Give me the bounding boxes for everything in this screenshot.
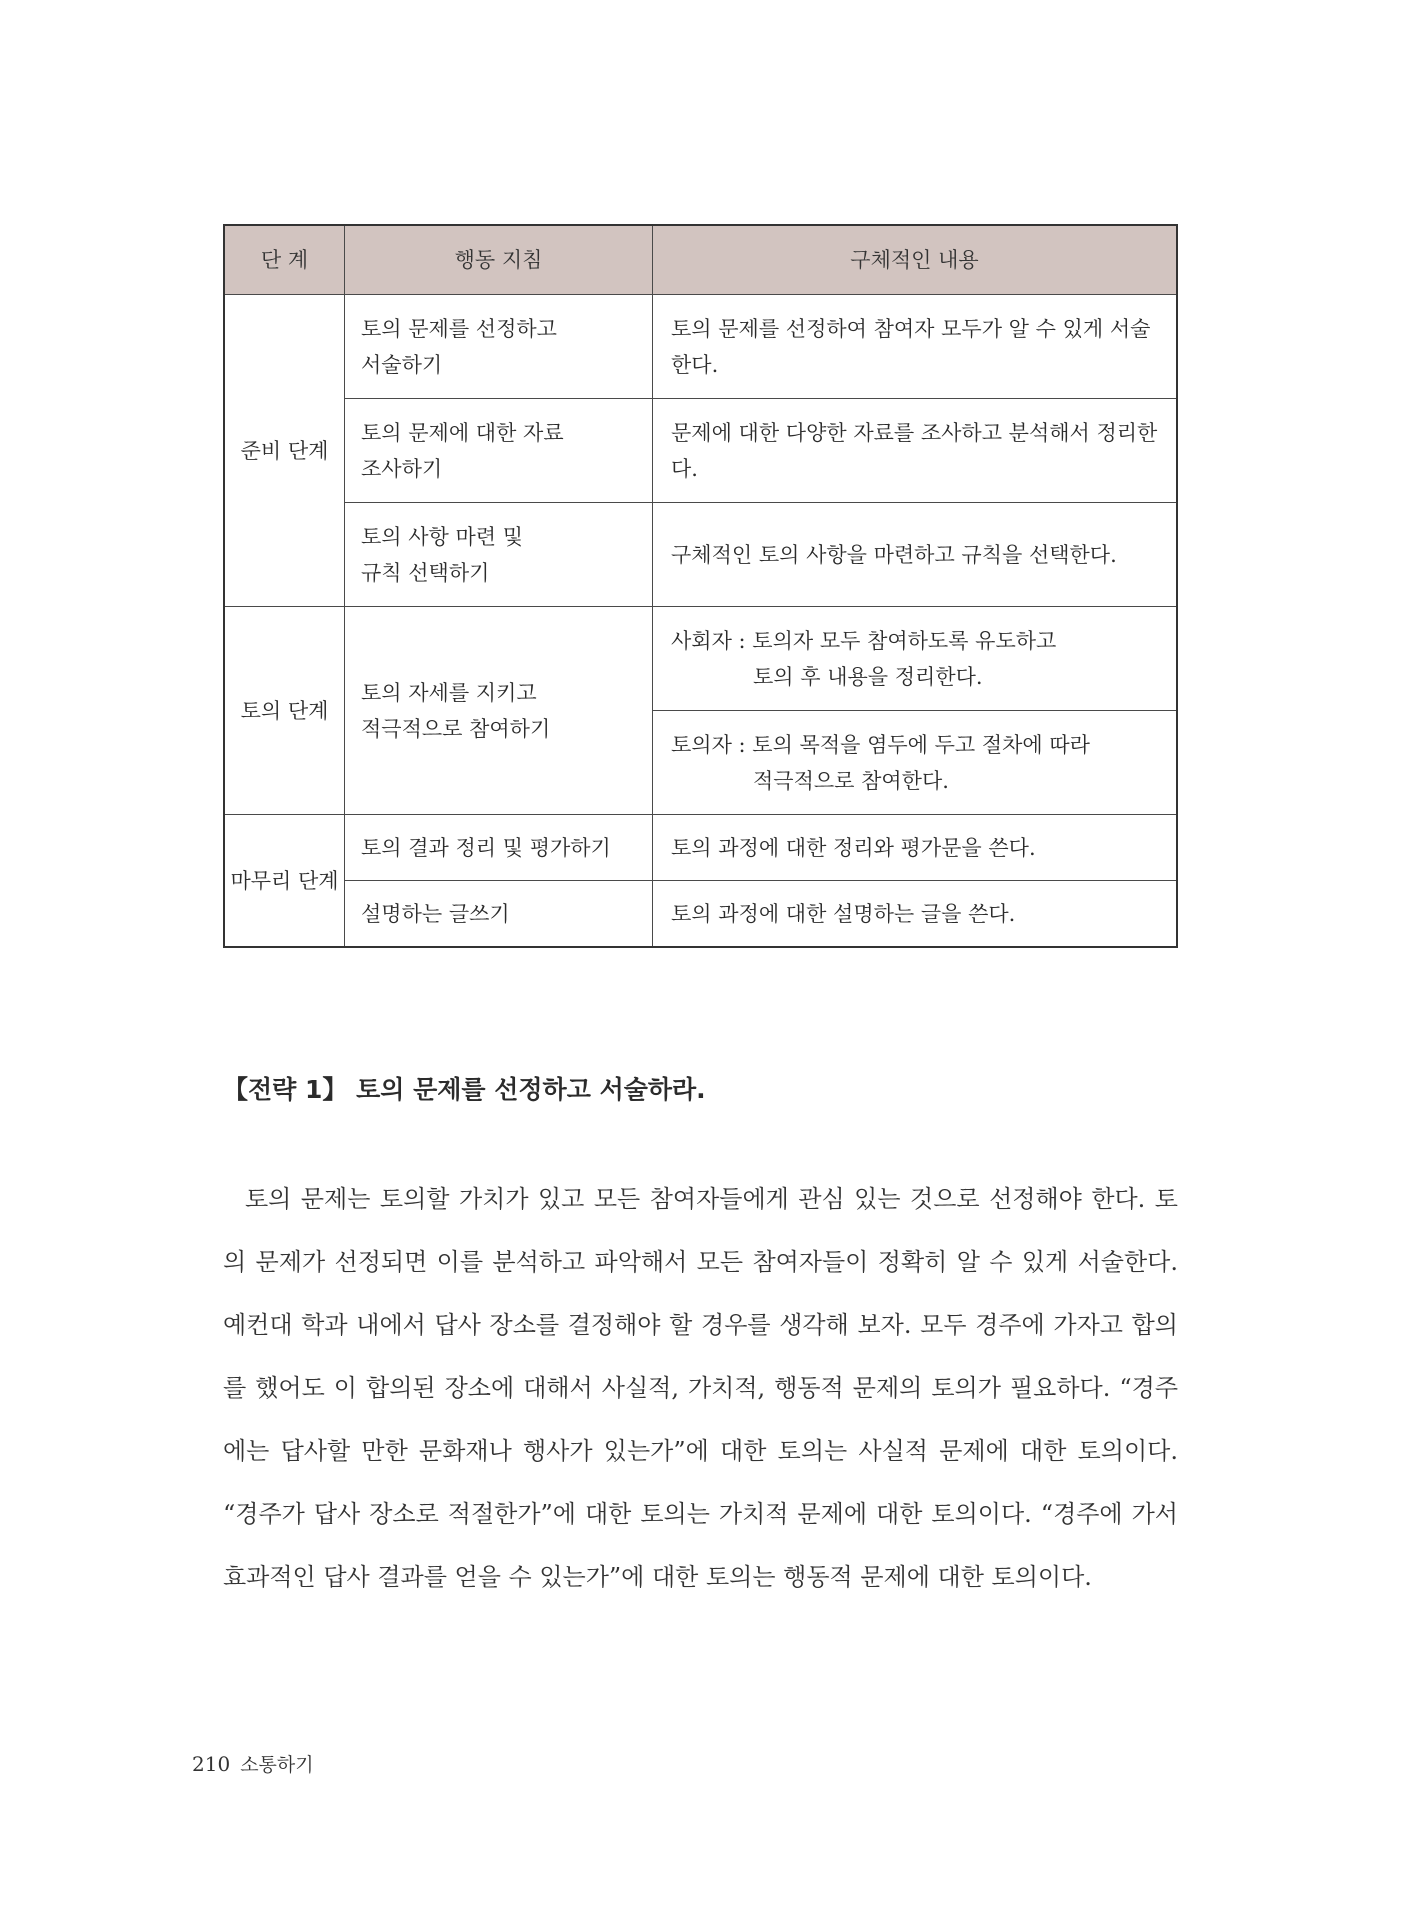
guide-cell: 토의 결과 정리 및 평가하기	[345, 815, 653, 881]
content-cell-moderator	[653, 607, 1178, 711]
header-content: 구체적인 내용	[653, 225, 1178, 295]
guide-cell	[345, 607, 653, 815]
guide-line: 토의 문제에 대한 자료	[361, 420, 564, 445]
stage-closing: 마무리 단계	[224, 815, 345, 948]
content-line: 적극적으로 참여한다.	[753, 768, 949, 793]
table-row	[224, 881, 1177, 948]
section-heading: 【전략 1】 토의 문제를 선정하고 서술하라.	[223, 1075, 706, 1104]
content-cell: 문제에 대한 다양한 자료를 조사하고 분석해서 정리한다.	[653, 399, 1178, 503]
stage-discussion: 토의 단계	[224, 607, 345, 815]
table-row	[224, 607, 1177, 711]
guide-line: 토의 자세를 지키고	[361, 680, 537, 705]
table-row	[224, 295, 1177, 399]
header-guide: 행동 지침	[345, 225, 653, 295]
guide-line: 서술하기	[361, 352, 443, 377]
content-line: 토의 후 내용을 정리한다.	[753, 664, 983, 689]
page-number: 210	[192, 1752, 231, 1776]
table-header-row	[224, 225, 1177, 295]
guide-cell: 설명하는 글쓰기	[345, 881, 653, 948]
book-title: 소통하기	[240, 1754, 314, 1776]
content-line: 토의자 : 토의 목적을 염두에 두고 절차에 따라	[671, 732, 1090, 757]
guide-line: 규칙 선택하기	[361, 560, 490, 585]
guide-cell	[345, 399, 653, 503]
body-paragraph: 토의 문제는 토의할 가치가 있고 모든 참여자들에게 관심 있는 것으로 선정해야 한다. 토의 문제가 선정되면 이를 분석하고 파악해서 모든 참여자들이 정확히 알 수 있게 서술한다. 예컨대 학과 내에서 답사 장소를 결정해야 할 경우를 생각해 보자. 모두 경주에 가자고 합의를 했어도 이 합의된 장소에 대해서 사실적, 가치적, 행동적 문제의 토의가 필요하다. “경주에는 답사할 만한 문화재나 행사가 있는가”에 대한 토의는 사실적 문제에 대한 토의이다. “경주가 답사 장소로 적절한가”에 대한 토의는 가치적 문제에 대한 토의이다. “경주에 가서 효과적인 답사 결과를 얻을 수 있는가”에 대한 토의는 행동적 문제에 대한 토의이다.	[223, 1185, 1178, 1591]
content-cell: 구체적인 토의 사항을 마련하고 규칙을 선택한다.	[653, 503, 1178, 607]
header-stage: 단 계	[224, 225, 345, 295]
content-cell: 토의 문제를 선정하여 참여자 모두가 알 수 있게 서술한다.	[653, 295, 1178, 399]
guide-line: 토의 문제를 선정하고	[361, 316, 557, 341]
content-line: 사회자 : 토의자 모두 참여하도록 유도하고	[671, 628, 1057, 653]
table-row	[224, 815, 1177, 881]
guide-cell	[345, 503, 653, 607]
page-footer	[192, 1750, 314, 1777]
content-cell: 토의 과정에 대한 설명하는 글을 쓴다.	[653, 881, 1178, 948]
table-row	[224, 503, 1177, 607]
guideline-table	[223, 224, 1178, 948]
table-row	[224, 399, 1177, 503]
guide-line: 토의 사항 마련 및	[361, 524, 524, 549]
guide-cell	[345, 295, 653, 399]
content-cell: 토의 과정에 대한 정리와 평가문을 쓴다.	[653, 815, 1178, 881]
stage-prep: 준비 단계	[224, 295, 345, 607]
guide-line: 조사하기	[361, 456, 443, 481]
guide-line: 적극적으로 참여하기	[361, 716, 551, 741]
content-cell-participant	[653, 711, 1178, 815]
